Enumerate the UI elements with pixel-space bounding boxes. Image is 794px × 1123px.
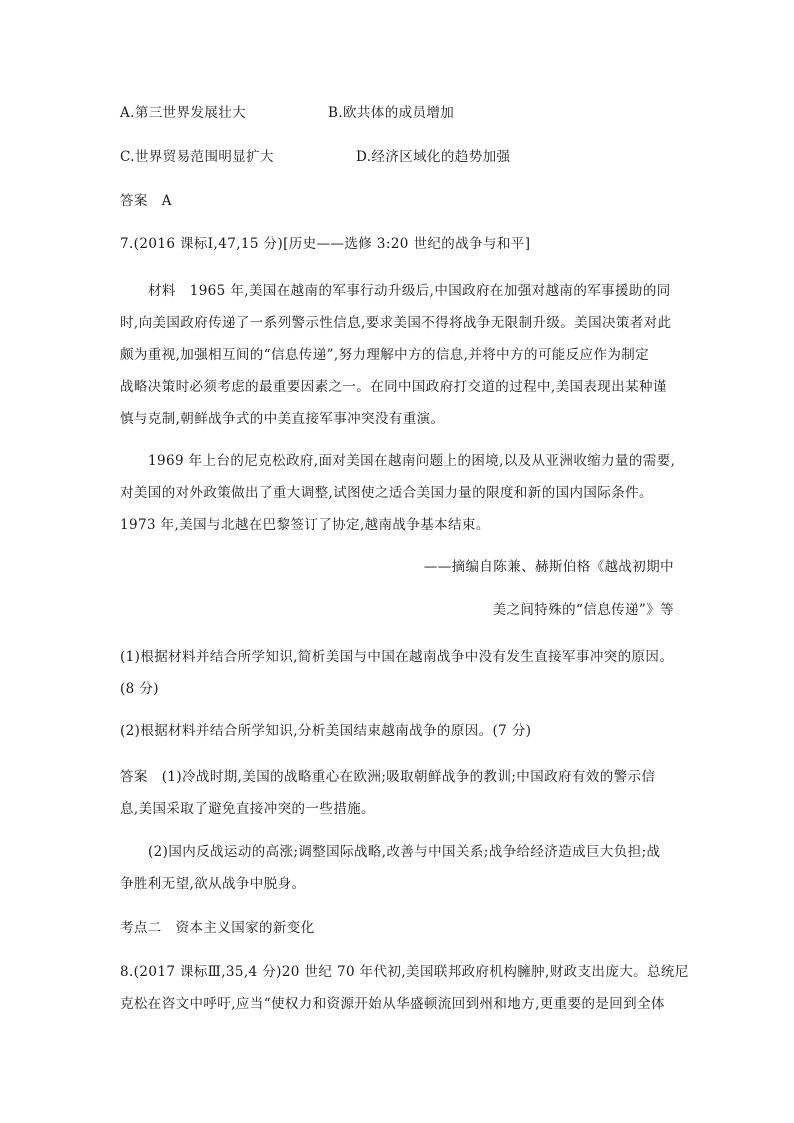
question-7-header: 7.(2016 课标Ⅰ,47,15 分)[历史——选修 3:20 世纪的战争与和平]	[120, 236, 531, 252]
paragraph-line: 对美国的对外政策做出了重大调整,试图使之适合美国力量的限度和新的国内国际条件。	[120, 485, 653, 501]
source-line: 美之间特殊的“信息传递”》等	[492, 602, 674, 618]
answer-6: 答案 A	[120, 193, 172, 209]
answer-line: 答案 (1)冷战时期,美国的战略重心在欧洲;吸取朝鲜战争的教训;中国政府有效的警示信	[120, 769, 656, 785]
paragraph-line: 战略决策时必须考虑的最重要因素之一。在同中国政府打交道的过程中,美国表现出某种谨	[120, 379, 667, 395]
answer-line: 息,美国采取了避免直接冲突的一些措施。	[120, 801, 375, 817]
paragraph-line: 慎与克制,朝鲜战争式的中美直接军事冲突没有重演。	[120, 411, 445, 427]
paragraph-line: 颇为重视,加强相互间的“信息传递”,努力理解中方的信息,并将中方的可能反应作为制定	[120, 347, 650, 363]
paragraph-line: 时,向美国政府传递了一系列警示性信息,要求美国不得将战争无限制升级。美国决策者对此	[120, 315, 672, 331]
section-heading: 考点二 资本主义国家的新变化	[120, 920, 315, 936]
paragraph-line: 1973 年,美国与北越在巴黎签订了协定,越南战争基本结束。	[120, 517, 490, 533]
option-a: A.第三世界发展壮大	[120, 105, 247, 121]
source-line: ——摘编自陈兼、赫斯伯格《越战初期中	[423, 559, 674, 575]
question-line: 克松在咨文中呼吁,应当“使权力和资源开始从华盛顿流回到州和地方,更重要的是回到全体	[120, 996, 665, 1012]
answer-line: (2)国内反战运动的高涨;调整国际战略,改善与中国关系;战争给经济造成巨大负担;战	[148, 844, 661, 860]
paragraph-line: 1969 年上台的尼克松政府,面对美国在越南问题上的困境,以及从亚洲收缩力量的需要,	[148, 453, 676, 469]
sub-question-2: (2)根据材料并结合所学知识,分析美国结束越南战争的原因。(7 分)	[120, 723, 532, 739]
question-line: (1)根据材料并结合所学知识,简析美国与中国在越南战争中没有发生直接军事冲突的原因。	[120, 649, 674, 665]
answer-line: 争胜利无望,欲从战争中脱身。	[120, 876, 306, 892]
question-line: 8.(2017 课标Ⅲ,35,4 分)20 世纪 70 年代初,美国联邦政府机构臃肿,财政支出庞大。总统尼	[120, 964, 689, 980]
question-line: (8 分)	[120, 681, 159, 697]
option-d: D.经济区域化的趋势加强	[356, 149, 511, 165]
option-c: C.世界贸易范围明显扩大	[120, 149, 274, 165]
option-b: B.欧共体的成员增加	[328, 105, 455, 121]
paragraph-line: 材料 1965 年,美国在越南的军事行动升级后,中国政府在加强对越南的军事援助的同	[148, 283, 671, 299]
